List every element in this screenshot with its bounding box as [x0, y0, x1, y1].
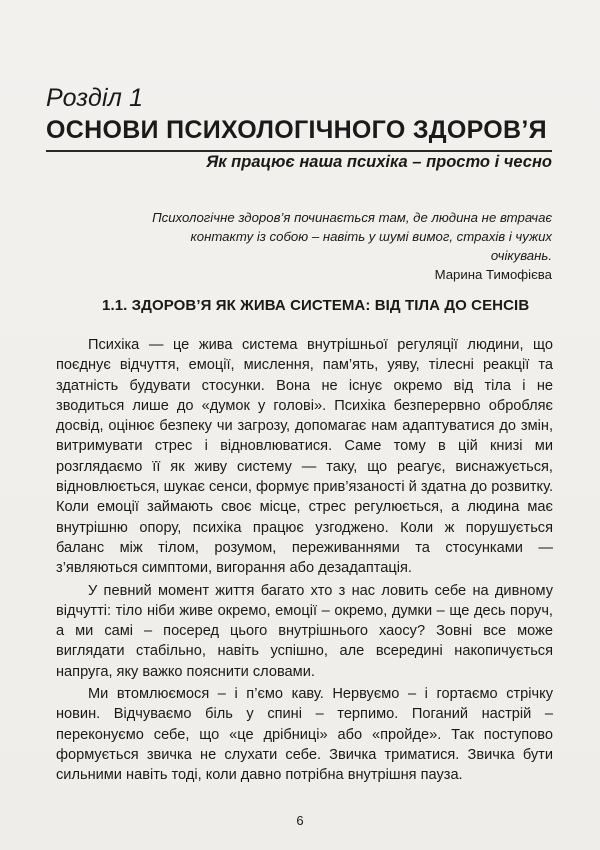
body-text	[56, 335, 553, 788]
section-heading: 1.1. ЗДОРОВ’Я ЯК ЖИВА СИСТЕМА: ВІД ТІЛА ДО СЕНСІВ	[102, 297, 530, 314]
epigraph-author: Марина Тимофієва	[434, 267, 552, 282]
paragraph: Психіка — це жива система внутрішньої регуляції людини, що поєднує відчуття, емоції, мислення, пам’ять, уяву, тілесні реакції та здатність будувати стосунки. Вона не існує окремо від тіла і не зводиться лише до «думок у голові». Психіка безперервно обробляє досвід, оцінює безпеку чи загрозу, допомагає нам адаптуватися до змін, витримувати стрес і відновлюватися. Саме тому в цій книзі ми розглядаємо її як живу систему — таку, що реагує, виснажується, відновлюється, шукає сенси, формує прив’язаності й здатна до розвитку. Коли емоції займають своє місце, стрес регулюється, а людина має внутрішню опору, психіка працює узгоджено. Коли ж порушується баланс між тілом, розумом, переживаннями та стосунками — з’являються симптоми, вигорання або дезадаптація.	[56, 337, 553, 577]
epigraph	[132, 208, 552, 284]
page-number: 6	[296, 813, 304, 828]
title-divider	[46, 150, 552, 152]
chapter-title: ОСНОВИ ПСИХОЛОГІЧНОГО ЗДОРОВ’Я	[46, 116, 547, 144]
epigraph-text: Психологічне здоров’я починається там, де людина не втрачає контакту із собою – навіть у шумі вимог, страхів і чужих очікувань.	[152, 210, 552, 263]
chapter-label: Розділ 1	[46, 84, 144, 112]
paragraph: У певний момент життя багато хто з нас ловить себе на дивному відчутті: тіло ніби живе окремо, емоції – окремо, думки – ще десь поруч, а ми самі – посеред цього внутрішнього хаосу? Зовні все може виглядати стабільно, навіть успішно, але всередині накопичується напруга, яку важко пояснити словами.	[56, 582, 553, 680]
paragraph: Ми втомлюємося – і п’ємо каву. Нервуємо – і гортаємо стрічку новин. Відчуваємо біль у спині – терпимо. Поганий настрій – переконуємо себе, що «це дрібниці» або «пройде». Так поступово формується звичка не слухати себе. Звичка триматися. Звичка бути сильними навіть тоді, коли давно потрібна внутрішня пауза.	[56, 686, 553, 784]
chapter-subtitle: Як працює наша психіка – просто і чесно	[206, 153, 552, 171]
